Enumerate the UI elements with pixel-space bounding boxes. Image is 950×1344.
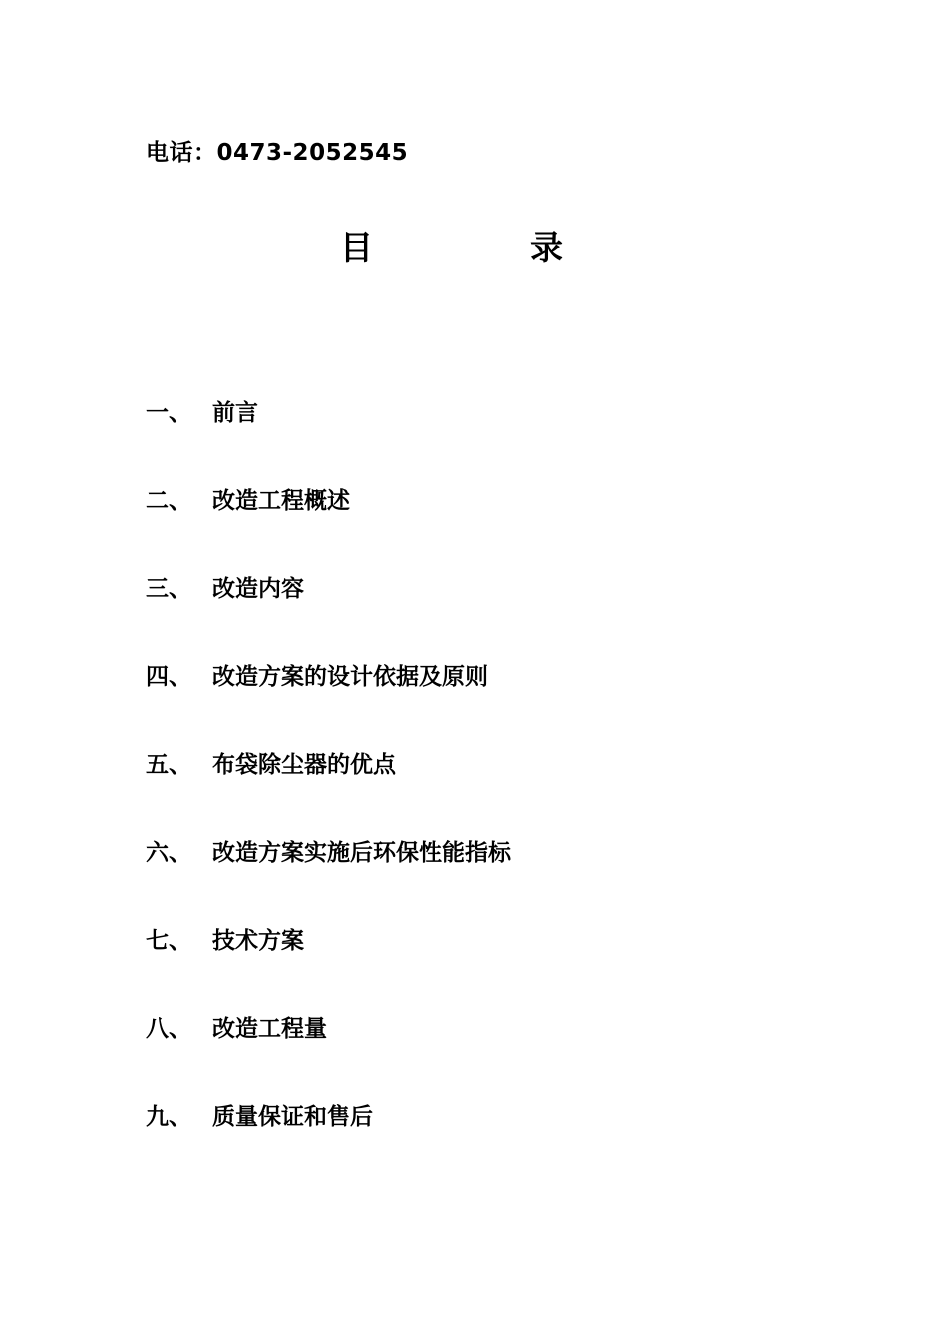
toc-item-number: 八、 [146, 1016, 192, 1042]
toc-item-number: 四、 [146, 664, 192, 690]
toc-item-text: 改造工程量 [212, 1016, 327, 1042]
toc-item-text: 改造方案的设计依据及原则 [212, 664, 488, 690]
toc-item-number: 一、 [146, 400, 192, 426]
toc-item-text: 改造方案实施后环保性能指标 [212, 840, 511, 866]
phone-number: 电话：0473-2052545 [146, 140, 409, 166]
toc-title-char: 录 [530, 228, 563, 267]
toc-item [146, 573, 866, 661]
toc-item-number: 九、 [146, 1104, 192, 1130]
toc-item [146, 1101, 866, 1189]
toc-list [146, 397, 866, 1189]
toc-item-number: 六、 [146, 840, 192, 866]
toc-item [146, 397, 866, 485]
toc-title-char: 目 [340, 228, 373, 267]
toc-item-text: 改造内容 [212, 576, 304, 602]
toc-item [146, 749, 866, 837]
toc-item-text: 技术方案 [212, 928, 304, 954]
toc-item [146, 837, 866, 925]
toc-item-number: 五、 [146, 752, 192, 778]
toc-item-text: 质量保证和售后 [212, 1104, 373, 1130]
toc-item-text: 改造工程概述 [212, 488, 350, 514]
toc-item [146, 661, 866, 749]
toc-title [0, 228, 950, 272]
toc-item-number: 三、 [146, 576, 192, 602]
toc-item [146, 485, 866, 573]
toc-item [146, 925, 866, 1013]
toc-item-number: 七、 [146, 928, 192, 954]
toc-item-text: 布袋除尘器的优点 [212, 752, 396, 778]
toc-item [146, 1013, 866, 1101]
toc-item-number: 二、 [146, 488, 192, 514]
toc-item-text: 前言 [212, 400, 258, 426]
